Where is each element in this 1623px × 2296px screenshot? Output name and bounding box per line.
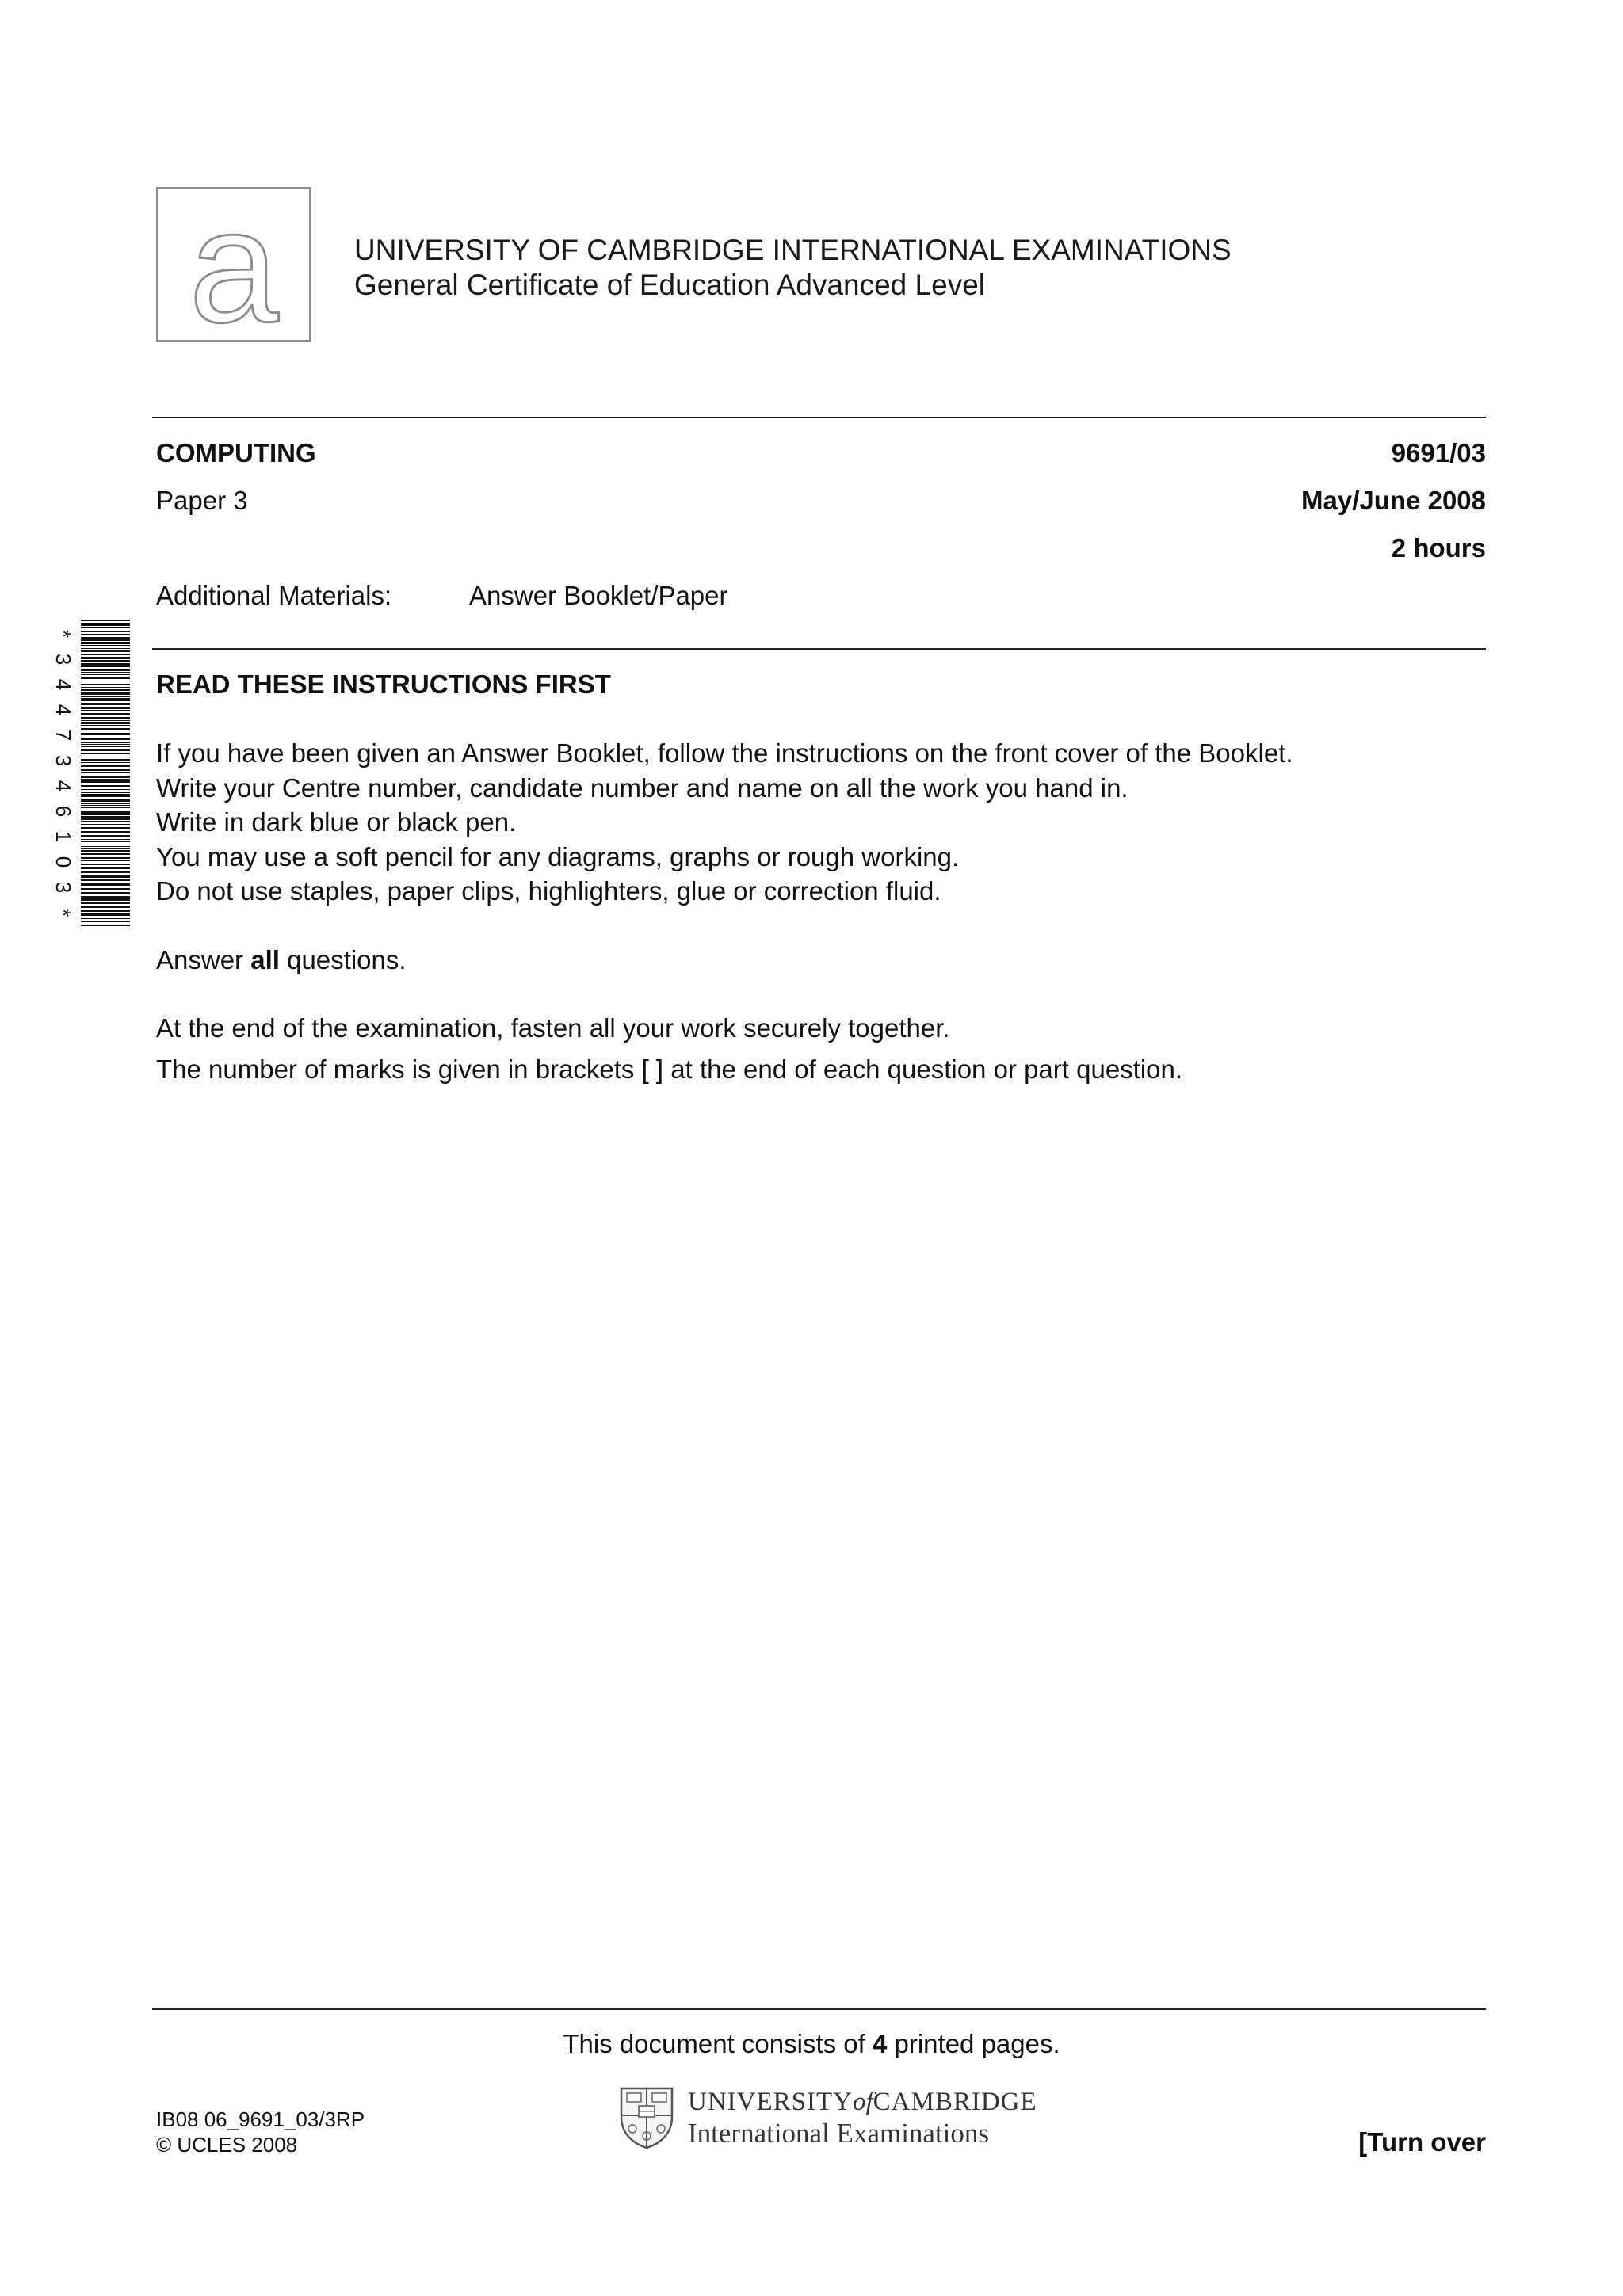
answer-all-line <box>156 943 407 978</box>
barcode-bar <box>81 733 130 735</box>
barcode-bar <box>81 871 130 873</box>
barcode-bar <box>81 875 130 878</box>
barcode-char: 3 <box>52 881 76 894</box>
barcode-bar <box>81 623 130 624</box>
barcode-bar <box>81 696 130 697</box>
barcode-bar <box>81 906 130 908</box>
barcode-bar <box>81 753 130 754</box>
barcode-bar <box>81 867 130 869</box>
barcode-bar <box>81 624 130 626</box>
ucie-wordmark-line1 <box>688 2087 1037 2117</box>
barcode-bar <box>81 879 130 881</box>
barcode-bar <box>81 799 130 802</box>
barcode-bar <box>81 717 130 719</box>
barcode-bar <box>81 672 130 673</box>
ucie-of: of <box>852 2088 873 2116</box>
barcode-bar <box>81 642 130 644</box>
barcode-bar <box>81 677 130 679</box>
barcode-bar <box>81 803 130 804</box>
barcode-bar <box>81 925 130 926</box>
barcode-bar <box>81 805 130 806</box>
divider-top <box>152 417 1486 418</box>
org-name: UNIVERSITY OF CAMBRIDGE INTERNATIONAL EXAMINATIONS <box>354 234 1232 266</box>
barcode-bar <box>81 860 130 861</box>
fasten-instruction: At the end of the examination, fasten all your work securely together. <box>156 1013 950 1043</box>
barcode-bar <box>81 631 130 632</box>
barcode-bar <box>81 762 130 763</box>
barcode-bar <box>81 835 130 837</box>
barcode-bar <box>81 794 130 795</box>
barcode-char: * <box>52 629 76 639</box>
barcode-bar <box>81 789 130 790</box>
instructions-heading: READ THESE INSTRUCTIONS FIRST <box>156 669 611 699</box>
barcode-bar <box>81 687 130 688</box>
barcode-bar <box>81 902 130 904</box>
barcode-bar <box>81 700 130 701</box>
answer-prefix: Answer <box>156 945 251 974</box>
instruction-line: You may use a soft pencil for any diagrams, graphs or rough working. <box>156 841 960 871</box>
barcode-bar <box>81 722 130 724</box>
barcode-bar <box>81 720 130 721</box>
barcode-bar <box>81 707 130 709</box>
ucie-wordmark-line2: International Examinations <box>688 2118 990 2149</box>
materials-label: Additional Materials: <box>156 581 392 610</box>
barcode-bar <box>81 639 130 641</box>
ucie-university: UNIVERSITY <box>688 2088 853 2116</box>
barcode-bar <box>81 660 130 662</box>
barcode-bar <box>81 821 130 822</box>
barcode-bar <box>81 827 130 829</box>
barcode-bar <box>81 637 130 639</box>
ucie-cambridge: CAMBRIDGE <box>873 2088 1037 2116</box>
barcode-bar <box>81 772 130 773</box>
barcode-bar <box>81 780 130 783</box>
barcode-bar <box>81 666 130 667</box>
barcode-bar <box>81 674 130 675</box>
barcode-bar <box>81 811 130 814</box>
reference-code: IB08 06_9691_03/3RP <box>156 2107 365 2131</box>
page-count: 4 <box>872 2029 888 2058</box>
barcode-bar <box>81 818 130 820</box>
divider-instructions <box>152 648 1486 650</box>
answer-suffix: questions. <box>279 945 407 974</box>
barcode <box>51 618 133 929</box>
barcode-bar <box>81 853 130 855</box>
barcode-bar <box>81 850 130 852</box>
barcode-bar <box>81 749 130 751</box>
barcode-bar <box>81 824 130 825</box>
barcode-bar <box>81 785 130 787</box>
barcode-bar <box>81 846 130 847</box>
barcode-bar <box>81 779 130 780</box>
barcode-bar <box>81 744 130 745</box>
answer-emphasis: all <box>250 945 280 974</box>
barcode-bar <box>81 663 130 666</box>
barcode-bar <box>81 896 130 898</box>
barcode-char: 0 <box>52 856 76 868</box>
barcode-bar <box>81 765 130 767</box>
instruction-line: If you have been given an Answer Booklet, follow the instructions on the front cover of the Booklet. <box>156 738 1293 768</box>
materials-value: Answer Booklet/Paper <box>469 581 728 610</box>
barcode-bar <box>81 795 130 797</box>
barcode-bar <box>81 627 130 628</box>
barcode-char: 4 <box>52 780 76 792</box>
barcode-bar <box>81 692 130 695</box>
barcode-bar <box>81 814 130 815</box>
logo-letter-a-icon <box>158 189 309 340</box>
barcode-bar <box>81 892 130 894</box>
duration: 2 hours <box>1391 533 1486 563</box>
barcode-bar <box>81 921 130 922</box>
barcode-bar <box>81 657 130 659</box>
barcode-bar <box>81 857 130 859</box>
barcode-bar <box>81 910 130 912</box>
barcode-bar <box>81 888 130 890</box>
barcode-bar <box>81 698 130 700</box>
barcode-graphic <box>51 618 133 929</box>
paper-code: 9691/03 <box>1391 438 1486 467</box>
barcode-bar <box>81 776 130 778</box>
session: May/June 2008 <box>1301 486 1486 515</box>
paper-number: Paper 3 <box>156 486 248 515</box>
barcode-char: * <box>52 908 76 917</box>
copyright: © UCLES 2008 <box>156 2133 298 2157</box>
barcode-bar <box>81 645 130 646</box>
subject: COMPUTING <box>156 438 316 467</box>
page-count-prefix: This document consists of <box>563 2029 873 2058</box>
barcode-bar <box>81 684 130 685</box>
page-count-suffix: printed pages. <box>887 2029 1060 2058</box>
barcode-bar <box>81 620 130 621</box>
marks-instruction: The number of marks is given in brackets [ ] at the end of each question or part question. <box>156 1055 1183 1084</box>
barcode-bar <box>81 725 130 726</box>
barcode-bar <box>81 898 130 901</box>
barcode-char: 4 <box>52 678 76 691</box>
barcode-bar <box>81 759 130 761</box>
barcode-bar <box>81 648 130 649</box>
barcode-bar <box>81 839 130 840</box>
barcode-bar <box>81 848 130 849</box>
barcode-bar <box>81 841 130 842</box>
barcode-bar <box>81 913 130 916</box>
barcode-bar <box>81 883 130 886</box>
barcode-char: 4 <box>52 704 76 716</box>
barcode-char: 7 <box>52 729 76 742</box>
ucie-wordmark <box>688 2087 1037 2150</box>
barcode-bar <box>81 816 130 818</box>
barcode-bar <box>81 918 130 919</box>
barcode-bar <box>81 654 130 655</box>
instruction-line: Write in dark blue or black pen. <box>156 807 517 837</box>
divider-footer <box>152 2008 1486 2010</box>
barcode-bar <box>81 769 130 771</box>
barcode-bar <box>81 689 130 691</box>
barcode-bar <box>81 669 130 671</box>
turn-over: [Turn over <box>1358 2127 1486 2157</box>
instruction-line: Do not use staples, paper clips, highlighters, glue or correction fluid. <box>156 876 941 906</box>
cambridge-crest-icon <box>618 2085 675 2150</box>
barcode-bar <box>81 650 130 652</box>
barcode-bar <box>81 746 130 747</box>
logo <box>156 187 311 342</box>
page-count-line <box>0 2028 1623 2060</box>
svg-text:a: a <box>189 189 279 340</box>
barcode-bar <box>81 807 130 808</box>
instruction-line: Write your Centre number, candidate number and name on all the work you hand in. <box>156 772 1128 803</box>
barcode-bar <box>81 634 130 635</box>
barcode-bar <box>81 742 130 743</box>
barcode-bar <box>81 703 130 705</box>
barcode-bar <box>81 710 130 711</box>
barcode-char: 1 <box>52 830 76 843</box>
barcode-bar <box>81 864 130 865</box>
barcode-bar <box>81 831 130 833</box>
qualification: General Certificate of Education Advanced Level <box>354 269 985 301</box>
barcode-char: 3 <box>52 754 76 767</box>
barcode-char: 6 <box>52 805 76 818</box>
barcode-char: 3 <box>52 653 76 666</box>
barcode-bar <box>81 792 130 793</box>
barcode-bar <box>81 713 130 715</box>
barcode-bar <box>81 728 130 730</box>
barcode-bar <box>81 738 130 740</box>
